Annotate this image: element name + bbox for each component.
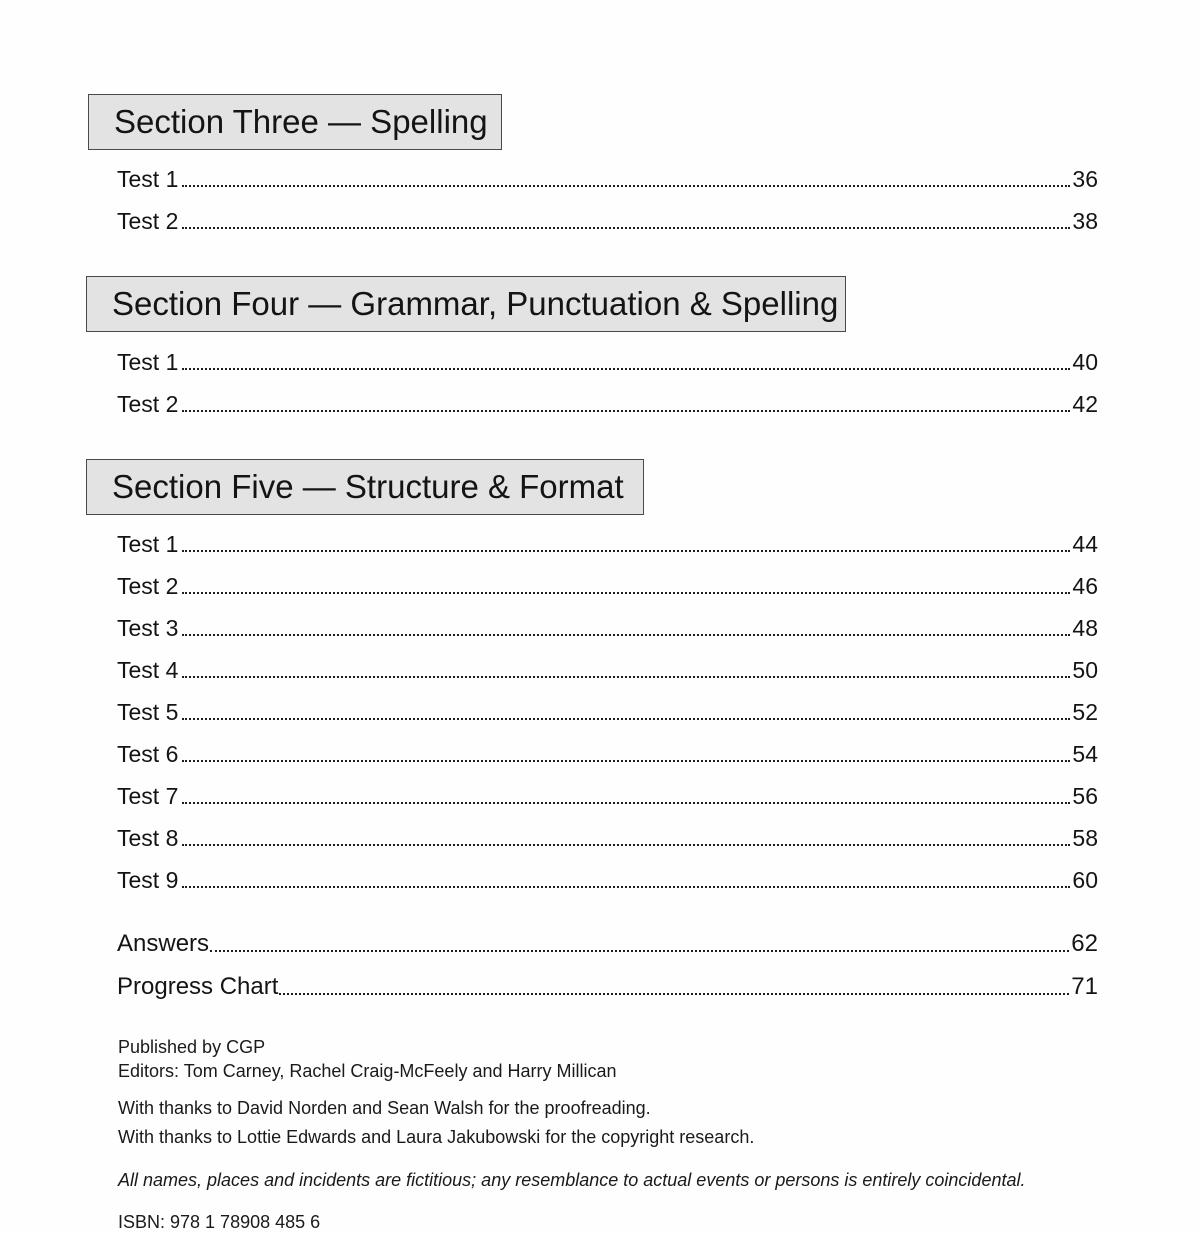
dot-leader [182, 410, 1070, 412]
toc-entry[interactable] [117, 164, 1098, 194]
entry-page: 44 [1072, 531, 1098, 557]
dot-leader [182, 844, 1070, 846]
entry-page: 38 [1072, 208, 1098, 234]
entry-page: 60 [1072, 867, 1098, 893]
dot-leader [182, 634, 1070, 636]
editors: Editors: Tom Carney, Rachel Craig-McFeely and Harry Millican [118, 1061, 617, 1081]
toc-entry[interactable] [117, 697, 1098, 727]
entry-page: 46 [1072, 573, 1098, 599]
isbn: ISBN: 978 1 78908 485 6 [118, 1212, 321, 1232]
entry-page: 58 [1072, 825, 1098, 851]
section-title: Section Five — Structure & Format [112, 468, 624, 505]
dot-leader [182, 886, 1070, 888]
entry-label: Test 8 [117, 825, 179, 851]
entry-label: Test 9 [117, 867, 179, 893]
toc-entry[interactable] [117, 739, 1098, 769]
entry-page: 62 [1071, 930, 1098, 957]
entry-page: 54 [1072, 741, 1098, 767]
entry-page: 40 [1072, 349, 1098, 375]
section-title: Section Four — Grammar, Punctuation & Spelling [112, 285, 839, 322]
entry-page: 52 [1072, 699, 1098, 725]
entry-page: 42 [1072, 391, 1098, 417]
dot-leader [182, 550, 1070, 552]
entry-page: 56 [1072, 783, 1098, 809]
dot-leader [279, 993, 1069, 995]
toc-entry-answers[interactable] [117, 929, 1098, 959]
section-three-header [88, 94, 502, 150]
entry-page: 50 [1072, 657, 1098, 683]
entry-label: Test 1 [117, 349, 179, 375]
entry-page: 36 [1072, 166, 1098, 192]
entry-label: Test 1 [117, 166, 179, 192]
toc-entry[interactable] [117, 613, 1098, 643]
entry-label: Test 4 [117, 657, 179, 683]
entry-label: Progress Chart [117, 973, 279, 1000]
dot-leader [182, 227, 1070, 229]
entry-page: 48 [1072, 615, 1098, 641]
published-by: Published by CGP [118, 1037, 266, 1057]
toc-entry[interactable] [117, 571, 1098, 601]
dot-leader [182, 592, 1070, 594]
entry-label: Test 2 [117, 573, 179, 599]
toc-entry-progress-chart[interactable] [117, 972, 1098, 1002]
toc-entry[interactable] [117, 206, 1098, 236]
entry-label: Test 3 [117, 615, 179, 641]
toc-entry[interactable] [117, 389, 1098, 419]
entry-page: 71 [1071, 973, 1098, 1000]
entry-label: Test 6 [117, 741, 179, 767]
dot-leader [182, 185, 1070, 187]
toc-entry[interactable] [117, 781, 1098, 811]
section-title: Section Three — Spelling [114, 103, 488, 140]
thanks-proofreading: With thanks to David Norden and Sean Walsh for the proofreading. [118, 1098, 651, 1118]
entry-label: Test 2 [117, 208, 179, 234]
entry-label: Test 5 [117, 699, 179, 725]
entry-label: Test 1 [117, 531, 179, 557]
toc-entry[interactable] [117, 347, 1098, 377]
section-five-header [86, 459, 644, 515]
entry-label: Test 2 [117, 391, 179, 417]
dot-leader [182, 718, 1070, 720]
toc-entry[interactable] [117, 655, 1098, 685]
entry-label: Test 7 [117, 783, 179, 809]
dot-leader [210, 950, 1069, 952]
section-four-header [86, 276, 846, 332]
toc-entry[interactable] [117, 865, 1098, 895]
entry-label: Answers [117, 930, 210, 957]
dot-leader [182, 368, 1070, 370]
disclaimer: All names, places and incidents are fictitious; any resemblance to actual events or persons is entirely coincidental. [118, 1170, 1026, 1190]
dot-leader [182, 802, 1070, 804]
dot-leader [182, 760, 1070, 762]
thanks-copyright: With thanks to Lottie Edwards and Laura Jakubowski for the copyright research. [118, 1127, 755, 1147]
toc-entry[interactable] [117, 529, 1098, 559]
toc-entry[interactable] [117, 823, 1098, 853]
dot-leader [182, 676, 1070, 678]
